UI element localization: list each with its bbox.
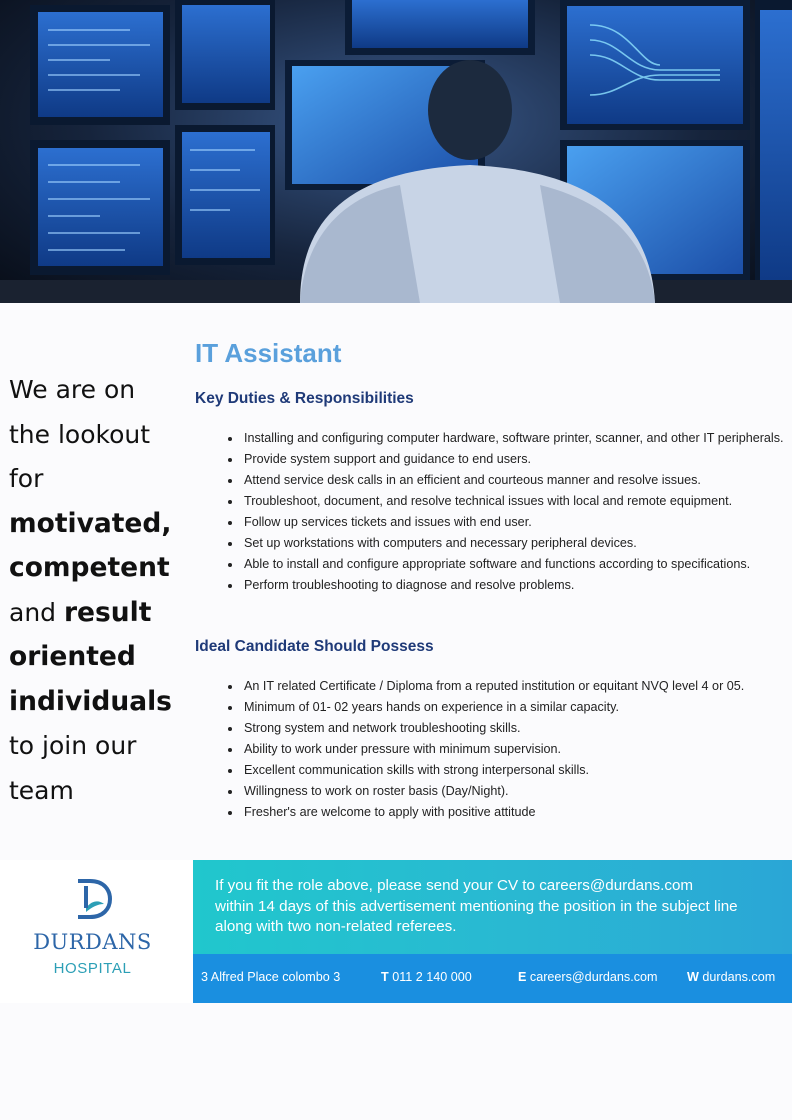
- tagline-line: competent: [9, 552, 170, 583]
- logo-subtitle: HOSPITAL: [53, 960, 132, 977]
- tagline-result: result: [63, 596, 152, 628]
- contact-phone[interactable]: [381, 970, 472, 984]
- durdans-logo[interactable]: [0, 860, 193, 1003]
- tagline-line: [9, 591, 179, 636]
- email-label: E: [518, 970, 527, 984]
- cta-line: within 14 days of this advertisement mentioning the position in the subject line: [215, 897, 738, 915]
- tagline-line: the lookout: [9, 419, 151, 449]
- tagline-line: motivated,: [9, 507, 172, 539]
- logo-name: DURDANS: [33, 930, 152, 954]
- list-item: • An IT related Certificate / Diploma from a reputed institution or equitant NVQ level 4 or 05.: [242, 676, 792, 697]
- hero-image: [0, 0, 792, 303]
- job-title: IT Assistant: [195, 338, 342, 368]
- tagline-line: individuals: [9, 685, 172, 717]
- tagline-and: and: [9, 597, 64, 627]
- list-item: • Set up workstations with computers and necessary peripheral devices.: [242, 533, 792, 554]
- tagline-line: oriented: [9, 641, 136, 672]
- duties-heading: Key Duties & Responsibilities: [195, 390, 414, 407]
- list-item: • Ability to work under pressure with minimum supervision.: [242, 739, 792, 760]
- durdans-logo-icon: [72, 878, 114, 920]
- tagline-line: We are on: [9, 375, 136, 404]
- contact-web[interactable]: [687, 970, 775, 984]
- candidate-list: [220, 676, 792, 823]
- tagline-line: team: [9, 775, 74, 805]
- list-item: • Perform troubleshooting to diagnose and resolve problems.: [242, 575, 792, 596]
- list-item: • Follow up services tickets and issues with end user.: [242, 512, 792, 533]
- list-item: • Installing and configuring computer hardware, software printer, scanner, and other IT peripherals.: [242, 428, 792, 449]
- web-value: durdans.com: [702, 970, 776, 984]
- phone-value: 011 2 140 000: [392, 970, 472, 984]
- contact-email[interactable]: [518, 970, 658, 984]
- tagline-line: for: [9, 464, 44, 493]
- contact-address: 3 Alfred Place colombo 3: [201, 970, 341, 984]
- email-value: careers@durdans.com: [529, 970, 658, 984]
- list-item: • Minimum of 01- 02 years hands on experience in a similar capacity.: [242, 697, 792, 718]
- list-item: • Strong system and network troubleshooting skills.: [242, 718, 792, 739]
- list-item: • Troubleshoot, document, and resolve technical issues with local and remote equipment.: [242, 491, 792, 512]
- cta-line: along with two non-related referees.: [215, 918, 457, 935]
- application-instructions: [215, 876, 790, 938]
- monitors-illustration: [0, 0, 792, 303]
- duties-list: [220, 428, 792, 596]
- phone-label: T: [381, 970, 389, 984]
- candidate-heading: Ideal Candidate Should Possess: [195, 638, 434, 655]
- list-item: • Able to install and configure appropriate software and functions according to specifications.: [242, 554, 792, 575]
- list-item: • Attend service desk calls in an efficient and courteous manner and resolve issues.: [242, 470, 792, 491]
- list-item: • Willingness to work on roster basis (Day/Night).: [242, 781, 792, 802]
- tagline-line: to join our: [9, 731, 137, 760]
- cta-line: If you fit the role above, please send your CV to careers@durdans.com: [215, 877, 694, 894]
- list-item: • Provide system support and guidance to end users.: [242, 449, 792, 470]
- recruitment-tagline: [9, 368, 179, 813]
- list-item: • Fresher's are welcome to apply with positive attitude: [242, 802, 792, 823]
- web-label: W: [687, 970, 699, 984]
- list-item: • Excellent communication skills with strong interpersonal skills.: [242, 760, 792, 781]
